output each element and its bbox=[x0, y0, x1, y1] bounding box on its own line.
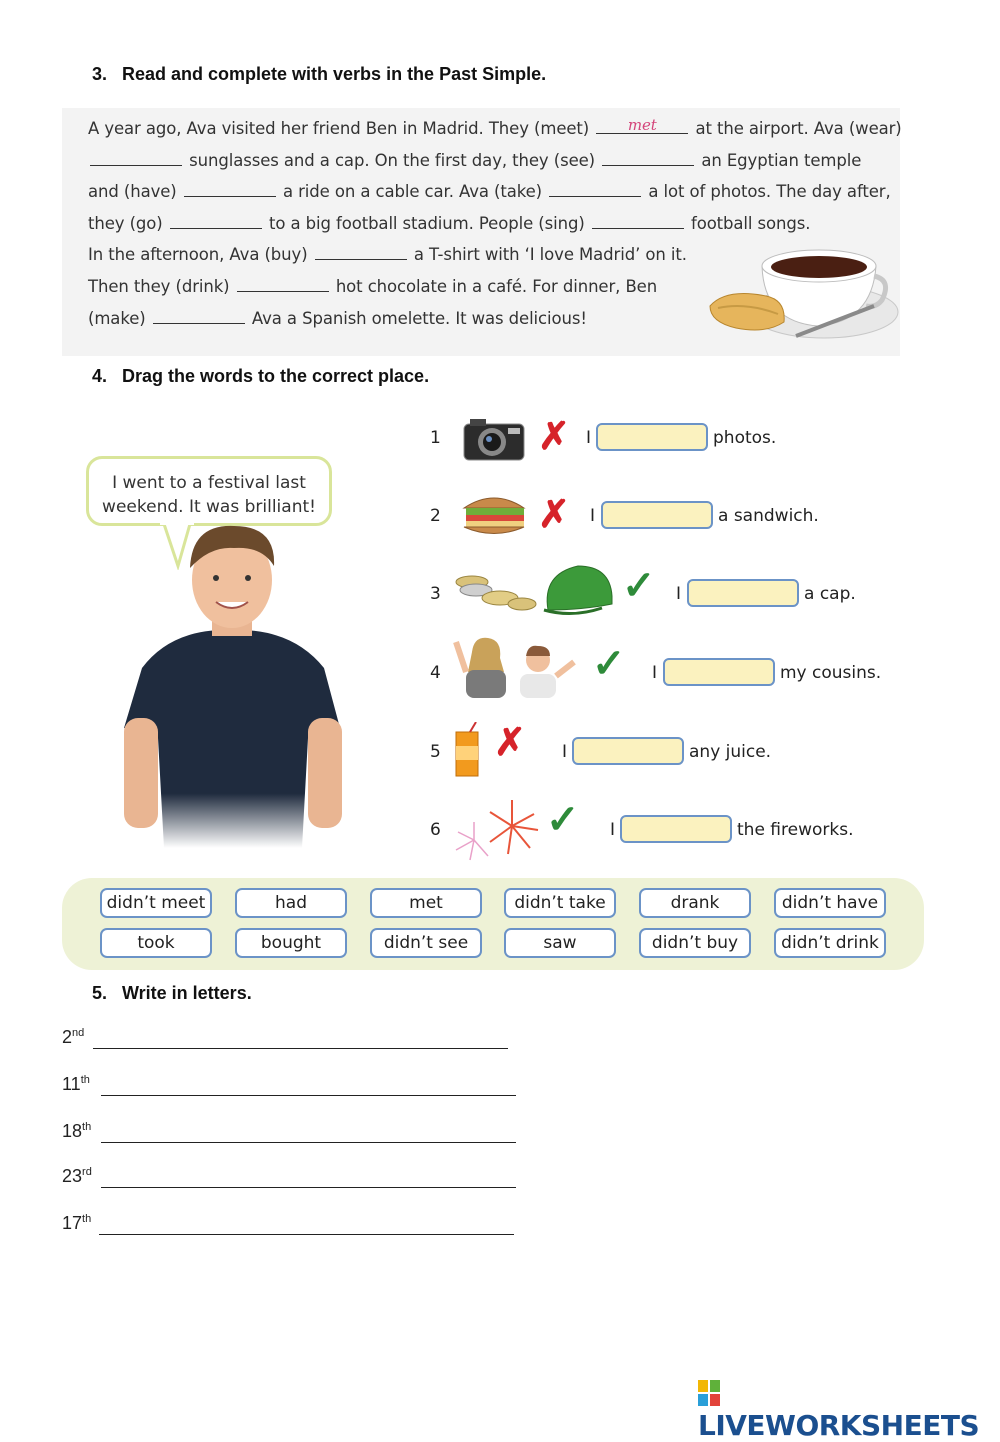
ordinal-label: 11th bbox=[62, 1074, 90, 1094]
cross-icon: ✗ bbox=[538, 416, 570, 458]
row-number: 6 bbox=[430, 820, 441, 840]
answer-line-3[interactable] bbox=[101, 1142, 516, 1143]
logo-icon bbox=[698, 1380, 720, 1406]
word-chip[interactable]: took bbox=[100, 928, 212, 958]
word-chip[interactable]: didn’t drink bbox=[774, 928, 886, 958]
ex3-line-7: (make) Ava a Spanish omelette. It was delicious! bbox=[88, 309, 587, 328]
row-number: 5 bbox=[430, 742, 441, 762]
row-pronoun: I bbox=[676, 584, 682, 604]
blank-see[interactable] bbox=[602, 151, 694, 166]
row-pronoun: I bbox=[590, 506, 596, 526]
boy-illustration bbox=[112, 518, 352, 858]
drop-zone-6[interactable] bbox=[620, 815, 732, 843]
coins-and-cap-icon bbox=[452, 560, 616, 618]
blank-go[interactable] bbox=[170, 214, 262, 229]
liveworksheets-logo: LIVEWORKSHEETS bbox=[698, 1376, 1000, 1442]
blank-sing[interactable] bbox=[592, 214, 684, 229]
cross-icon: ✗ bbox=[538, 494, 570, 536]
ex4-title: Drag the words to the correct place. bbox=[122, 366, 430, 386]
drop-zone-5[interactable] bbox=[572, 737, 684, 765]
speech-bubble: I went to a festival last weekend. It was brilliant! bbox=[86, 456, 332, 526]
row-pronoun: I bbox=[652, 663, 658, 683]
drop-zone-3[interactable] bbox=[687, 579, 799, 607]
row-text: the fireworks. bbox=[737, 820, 854, 840]
blank-take[interactable] bbox=[549, 182, 641, 197]
blank-make[interactable] bbox=[153, 309, 245, 324]
drop-zone-1[interactable] bbox=[596, 423, 708, 451]
word-chip[interactable]: met bbox=[370, 888, 482, 918]
blank-meet[interactable]: met bbox=[596, 119, 688, 134]
ex4-heading: 4. Drag the words to the correct place. bbox=[92, 366, 430, 386]
ex5-title: Write in letters. bbox=[122, 983, 252, 1003]
fireworks-icon bbox=[450, 796, 542, 866]
ex3-heading: 3. Read and complete with verbs in the Past Simple. bbox=[92, 64, 547, 84]
tick-icon: ✓ bbox=[622, 564, 656, 608]
answer-line-2[interactable] bbox=[101, 1095, 516, 1096]
ordinal-label: 23rd bbox=[62, 1166, 92, 1186]
row-pronoun: I bbox=[562, 742, 568, 762]
word-chip[interactable]: saw bbox=[504, 928, 616, 958]
camera-icon bbox=[462, 416, 526, 462]
cross-icon: ✗ bbox=[494, 722, 526, 764]
blank-wear[interactable] bbox=[90, 151, 182, 166]
blank-have[interactable] bbox=[184, 182, 276, 197]
ex3-line-4: they (go) to a big football stadium. People (sing) football songs. bbox=[88, 214, 811, 233]
row-number: 1 bbox=[430, 428, 441, 448]
tick-icon: ✓ bbox=[592, 642, 626, 686]
word-chip[interactable]: didn’t meet bbox=[100, 888, 212, 918]
sandwich-icon bbox=[460, 488, 528, 538]
word-chip[interactable]: didn’t buy bbox=[639, 928, 751, 958]
row-text: a cap. bbox=[804, 584, 856, 604]
ex3-line-1: A year ago, Ava visited her friend Ben in Madrid. They (meet) met at the airport. Ava (wear) bbox=[88, 116, 902, 138]
row-text: photos. bbox=[713, 428, 777, 448]
row-text: a sandwich. bbox=[718, 506, 819, 526]
row-number: 2 bbox=[430, 506, 441, 526]
answer-line-1[interactable] bbox=[93, 1048, 508, 1049]
ordinal-label: 17th bbox=[62, 1213, 92, 1233]
row-pronoun: I bbox=[586, 428, 592, 448]
word-chip[interactable]: drank bbox=[639, 888, 751, 918]
ex3-line-6: Then they (drink) hot chocolate in a café. For dinner, Ben bbox=[88, 277, 658, 296]
row-pronoun: I bbox=[610, 820, 616, 840]
drop-zone-4[interactable] bbox=[663, 658, 775, 686]
cousins-icon bbox=[452, 632, 584, 700]
blank-buy[interactable] bbox=[315, 245, 407, 260]
ordinal-label: 18th bbox=[62, 1121, 92, 1141]
word-chip[interactable]: didn’t see bbox=[370, 928, 482, 958]
ex3-line-5: In the afternoon, Ava (buy) a T-shirt with ‘I love Madrid’ on it. bbox=[88, 245, 687, 264]
answer-line-5[interactable] bbox=[99, 1234, 514, 1235]
tick-icon: ✓ bbox=[546, 798, 580, 842]
juice-icon bbox=[452, 722, 482, 778]
word-chip[interactable]: had bbox=[235, 888, 347, 918]
word-chip[interactable]: didn’t take bbox=[504, 888, 616, 918]
row-number: 3 bbox=[430, 584, 441, 604]
row-number: 4 bbox=[430, 663, 441, 683]
ex3-line-2: sunglasses and a cap. On the first day, they (see) an Egyptian temple bbox=[88, 151, 861, 170]
hot-chocolate-icon bbox=[706, 236, 900, 350]
ex3-line-3: and (have) a ride on a cable car. Ava (take) a lot of photos. The day after, bbox=[88, 182, 891, 201]
blank-drink[interactable] bbox=[237, 277, 329, 292]
ex3-title: Read and complete with verbs in the Past Simple. bbox=[122, 64, 547, 84]
word-chip[interactable]: didn’t have bbox=[774, 888, 886, 918]
drop-zone-2[interactable] bbox=[601, 501, 713, 529]
row-text: my cousins. bbox=[780, 663, 882, 683]
ordinal-label: 2nd bbox=[62, 1027, 85, 1047]
row-text: any juice. bbox=[689, 742, 772, 762]
word-chip[interactable]: bought bbox=[235, 928, 347, 958]
answer-line-4[interactable] bbox=[101, 1187, 516, 1188]
ex5-heading: 5. Write in letters. bbox=[92, 983, 252, 1003]
